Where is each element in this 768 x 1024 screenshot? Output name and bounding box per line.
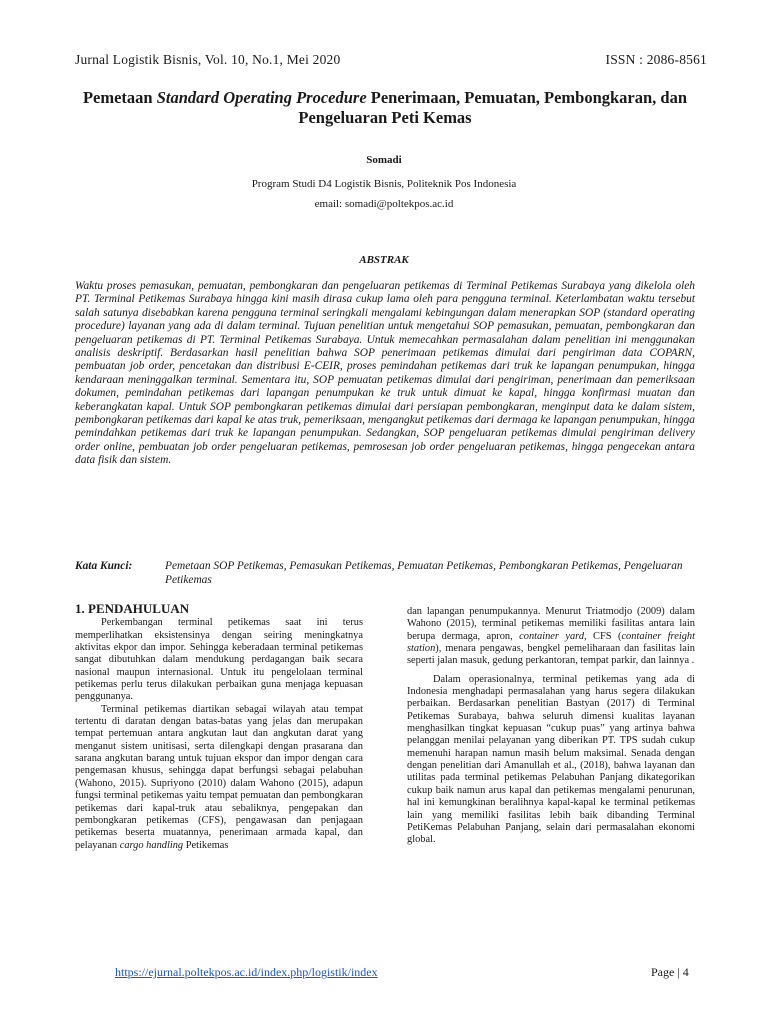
paragraph: Terminal petikemas diartikan sebagai wilayah atau tempat tertentu di daratan dengan batas-batas yang jelas dan merupakan tempat pertemuan antara angkutan laut dan angkutan darat yang menganut sistem unitisasi, serta dilengkapi dengan prasarana dan sarana angkutan barang untuk tujuan ekspor dan impor dengan cara pengemasan khusus, sehingga dapat berfungsi sebagai pelabuhan (Wahono, 2015). Supriyono (2010) dalam Wahono (2015), adapun fungsi terminal petikemas yaitu tempat pemuatan dan pembongkaran petikemas dari kapal-truk atau sebaliknya, pengepakan dan pembongkaran petikemas (CFS), pengawasan dan penjagaan petikemas beserta muatannya, penerimaan armada kapal, dan pelayanan cargo handling Petikemas bbox=[75, 703, 363, 851]
author-email: email: somadi@poltekpos.ac.id bbox=[314, 198, 454, 210]
page-number: Page | 4 bbox=[651, 965, 689, 979]
paragraph: Dalam operasionalnya, terminal petikemas yang ada di Indonesia menghadapi permasalahan yang harus segera dilakukan perbaikan. Berdasarkan penelitian Bastyan (2017) di Terminal Petikemas Surabaya, bahwa seluruh dimensi kualitas layanan menghasilkan tingkat kepuasan “cukup puas” yang artinya bahwa pelanggan menilai pelayanan yang diberikan PT. TPS sudah cukup memenuhi harapan namun masih belum maksimal. Senada dengan dengan penelitian dari Amanullah et al., (2018), bahwa layanan dan utilitas pada terminal petikemas Pelabuhan Panjang dikategorikan cukup baik namun arus kapal dan petikemas mengalami penurunan, hal ini kemungkinan beralihnya kapal-kapal ke terminal petikemas lain yang memiliki fasilitas lebih baik dibanding Terminal PetiKemas Pelabuhan Panjang, selain dari permasalahan ekonomi global. bbox=[407, 673, 695, 846]
author-name: Somadi bbox=[366, 154, 402, 166]
abstract-text: Waktu proses pemasukan, pemuatan, pembongkaran dan pengeluaran petikemas di Terminal Petikemas Surabaya yang dikelola oleh PT. Terminal Petikemas Surabaya hingga kini masih dirasa cukup lama oleh para pengguna terminal. Keterlambatan waktu tersebut salah satunya disebabkan karena pengguna terminal seringkali mengalami kebingungan dalam menerapkan SOP (standard operating procedure) layanan yang ada di dalam terminal. Tujuan penelitian untuk mengetahui SOP pemasukan, pemuatan, pembongkaran dan pengeluaran petikemas di PT. Terminal Petikemas Surabaya. Untuk memecahkan permasalahan dalam penelitian ini menggunakan analisis deskriptif. Berdasarkan hasil penelitian bahwa SOP penerimaan petikemas dimulai dari pengiriman data COPARN, pembuatan job order, pencetakan dan distribusi E-CEIR, proses pemindahan petikemas dari truk ke lapangan penumpukan, hingga kendaraan meninggalkan terminal. Sementara itu, SOP pemuatan petikemas dimulai dari pengiriman, penerimaan dan pemeriksaan dokumen, pemindahan petikemas dari lapangan penumpukan ke truk untuk dimuat ke kapal, hingga konfirmasi muatan dan keberangkatan kapal. Untuk SOP pembongkaran petikemas dimulai dari persiapan pembongkaran, menginput data ke dalam sistem, pembongkaran petikemas dari kapal ke atas truk, pemeriksaan, mengangkut petikemas dari dermaga ke lapangan penumpukan, hingga pemindahkan petikemas dari truk ke lapangan penumpukan. Sedangkan, SOP pengeluaran petikemas dimulai pengiriman delivery order online, pembuatan job order pengeluaran petikemas, pemrosesan job order pengeluaran petikemas, hingga pengecekan antara data fisik dan sistem. bbox=[75, 280, 695, 467]
title-italic: Standard Operating Procedure bbox=[156, 88, 367, 107]
left-column bbox=[75, 603, 363, 852]
paragraph: dan lapangan penumpukannya. Menurut Triatmodjo (2009) dalam Wahono (2015), terminal petikemas memiliki fasilitas antara lain berupa dermaga, apron, container yard, CFS (container freight station), menara pengawas, bengkel pemeliharaan dan fasilitas lain seperti jalan masuk, gedung perkantoran, tempat parkir, dan lainnya . bbox=[407, 606, 695, 667]
keywords-text: Pemetaan SOP Petikemas, Pemasukan Petikemas, Pemuatan Petikemas, Pembongkaran Petikemas, Pengeluaran Petikemas bbox=[165, 560, 683, 586]
running-header bbox=[75, 52, 707, 68]
keywords-label: Kata Kunci: bbox=[75, 560, 133, 572]
issn: ISSN : 2086-8561 bbox=[605, 52, 707, 67]
journal-url-link[interactable]: https://ejurnal.poltekpos.ac.id/index.php/logistik/index bbox=[115, 965, 378, 979]
right-column bbox=[407, 606, 695, 847]
author-affiliation: Program Studi D4 Logistik Bisnis, Politeknik Pos Indonesia bbox=[251, 178, 517, 190]
journal-citation: Jurnal Logistik Bisnis, Vol. 10, No.1, Mei 2020 bbox=[75, 52, 341, 67]
abstract-heading: ABSTRAK bbox=[359, 254, 409, 266]
keywords bbox=[75, 559, 695, 587]
paper-title: Pemetaan Standard Operating Procedure Penerimaan, Pemuatan, Pembongkaran, dan Pengeluaran Peti Kemas bbox=[82, 88, 688, 127]
section-heading: 1. PENDAHULUAN bbox=[75, 601, 190, 616]
paragraph: Perkembangan terminal petikemas saat ini terus memperlihatkan eksistensinya dengan seiring meningkatnya aktivitas ekpor dan impor. Sehingga keberadaan terminal petikemas sangat dibutuhkan dalam mendukung perdagangan baik secara nasional maupun internasional. Untuk itu pengelolaan terminal petikemas perlu terus dilakukan perbaikan guna menjaga kepuasan penggunanya. bbox=[75, 617, 363, 703]
